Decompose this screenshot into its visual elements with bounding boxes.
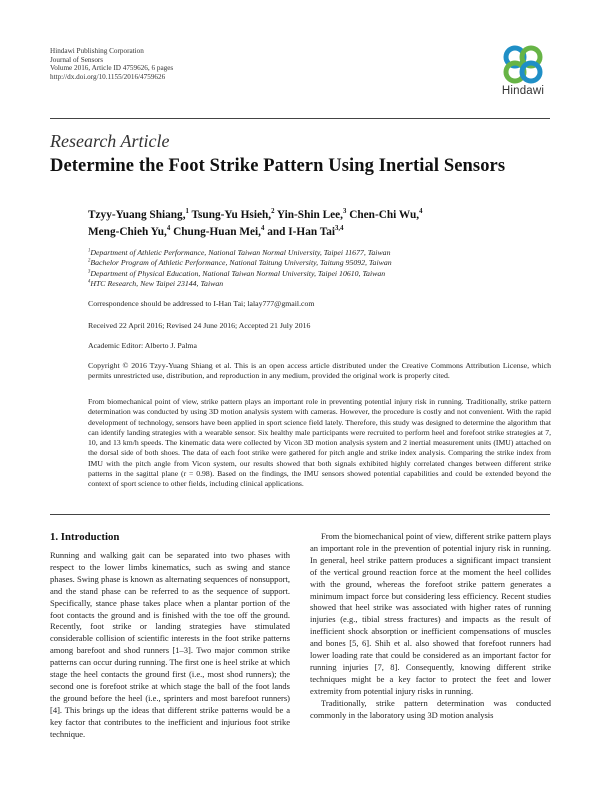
affiliation [88, 258, 392, 268]
copyright-notice: Copyright © 2016 Tzyy-Yuang Shiang et al. This is an open access article distributed under the Creative Commons Attribution License, which permits unrestricted use, distribution, and reproduction in any medium, provided the original work is properly cited. [88, 361, 551, 381]
paragraph: Traditionally, strike pattern determination was conducted commonly in the laboratory using 3D motion analysis [310, 697, 551, 720]
affiliation-text: Department of Athletic Performance, National Taiwan Normal University, Taipei 11677, Taiwan [90, 248, 391, 257]
author-name: Tzyy-Yuang Shiang, [88, 209, 186, 221]
paper-title: Determine the Foot Strike Pattern Using Inertial Sensors [50, 156, 506, 176]
affiliation [88, 269, 392, 279]
author-name: Chung-Huan Mei, [170, 226, 261, 238]
author-affil-sup: 3 [343, 208, 347, 216]
paragraph: From the biomechanical point of view, different strike pattern plays an important role in the prevention of potential injury risk in running. In general, heel strike pattern produces a significant impact transient of the vertical ground reaction force at the moment the heel collides with the ground, whereas the forefoot strike pattern generates a minimum impact force but considering less efficiency. Recent studies showed that heel strike was associated with higher rates of running injuries (e.g., tibial stress fractures) and impacts as the result of inefficient shock absorption or inefficient compensations of muscles and bones [5, 6]. Shih et al. also showed that forefoot runners had lower loading rate that could be considered as an important factor for running injuries [7, 8]. Consequently, knowing different strike techniques might be a key factor to protect the feet and lower extremity from potential injury risks in running. [310, 531, 551, 696]
doi-link[interactable]: http://dx.doi.org/10.1155/2016/4759626 [50, 72, 166, 81]
author-line-1 [88, 207, 423, 224]
affiliation-number: 4 [88, 279, 91, 285]
author-affil-sup: 4 [261, 225, 265, 233]
intro-right-column [310, 531, 551, 722]
author-name: Chen-Chi Wu, [346, 209, 420, 221]
affiliation-text: Department of Physical Education, National Taiwan Normal University, Taipei 10610, Taiwan [90, 268, 386, 278]
abstract: From biomechanical point of view, strike pattern plays an important role in preventing potential injury risk in running. Traditionally, strike pattern determination was conducted by using 3D motion analysis system with cameras. However, the procedure is costly and not convenient. With the rapid development of technology, sensors have been applied in sport science field lately. Therefore, this study was designed to determine the algorithm that can identify landing strategies with a wearable sensor. Six healthy male participants were recruited to perform heel and forefoot strike strategies at 7, 10, and 13 km/h speeds. The kinematic data were collected by Vicon 3D motion analysis system and 2 inertial measurement units (IMU) attached on the dorsal side of both shoes. The data of each foot strike were gathered for pitch angle and strike index analysis. Comparing the strike index from IMU with the pitch angle from Vicon system, our results showed that both signals exhibited highly correlated changes between different strike patterns in the sagittal plane (r = 0.98). Based on the findings, the IMU sensors showed potential capabilities and could be extended beyond the context of sport science to other fields, including clinical applications. [88, 397, 551, 489]
logo-wordmark: Hindawi [501, 85, 545, 97]
affiliation-number: 2 [88, 258, 91, 264]
author-name: Yin-Shin Lee, [274, 209, 344, 221]
intro-left-column [50, 550, 290, 741]
affiliation-number: 1 [88, 248, 91, 254]
article-type: Research Article [50, 131, 170, 151]
affiliations [88, 248, 392, 290]
section-heading: 1. Introduction [50, 531, 120, 543]
author-affil-sup: 3,4 [335, 225, 344, 233]
abstract-divider [50, 514, 550, 515]
author-line-2 [88, 224, 423, 241]
author-name: Tsung-Yu Hsieh, [188, 209, 272, 221]
received-dates: Received 22 April 2016; Revised 24 June 2016; Accepted 21 July 2016 [88, 321, 311, 330]
hindawi-logo-icon [502, 44, 544, 84]
author-affil-sup: 4 [419, 208, 423, 216]
author-affil-sup: 1 [185, 208, 189, 216]
author-name: Meng-Chieh Yu, [88, 226, 167, 238]
academic-editor: Academic Editor: Alberto J. Palma [88, 341, 197, 350]
author-name: and I-Han Tai [264, 226, 336, 238]
affiliation [88, 248, 392, 258]
journal-header [50, 47, 173, 81]
hindawi-logo [494, 44, 552, 104]
publisher-name: Hindawi Publishing Corporation [50, 47, 144, 55]
author-list [88, 207, 423, 241]
journal-name: Journal of Sensors [50, 55, 104, 64]
paragraph: Running and walking gait can be separated into two phases with respect to the lower limbs kinematics, such as swing and stance phases. Swing phase is known as alternating sequences of nonsupport, and the stand phase can be referred to as the sequence of support. Specifically, stance phase takes place when a plantar portion of the foot contacts the ground and is finished with the toe off the ground. Recently, foot strike or landing strategies have stimulated considerable collision of scientific interests in the foot strike patterns among barefoot and shod runners [1–3]. Two major common strike patterns can occur during running. The first one is heel strike at which stage the heel contacts the ground first (i.e., most shod runners); the second one is forefoot strike at which stage the ball of the foot lands the ground before the heel (i.e., sprinters and most barefoot runners) [4]. This brings up the ideas that different strike patterns would be a key factor that contributes to the inefficient and injurious foot strike technique. [50, 550, 290, 739]
correspondence: Correspondence should be addressed to I-Han Tai; lalay777@gmail.com [88, 299, 315, 308]
affiliation-text: HTC Research, New Taipei 23144, Taiwan [90, 279, 224, 289]
header-divider [50, 118, 550, 119]
volume-line: Volume 2016, Article ID 4759626, 6 pages [50, 64, 174, 73]
author-affil-sup: 2 [271, 208, 275, 216]
affiliation [88, 279, 392, 289]
affiliation-text: Bachelor Program of Athletic Performance, National Taitung University, Taitung 95092, Taiwan [90, 258, 392, 268]
author-affil-sup: 4 [166, 225, 171, 233]
affiliation-number: 3 [88, 269, 91, 275]
